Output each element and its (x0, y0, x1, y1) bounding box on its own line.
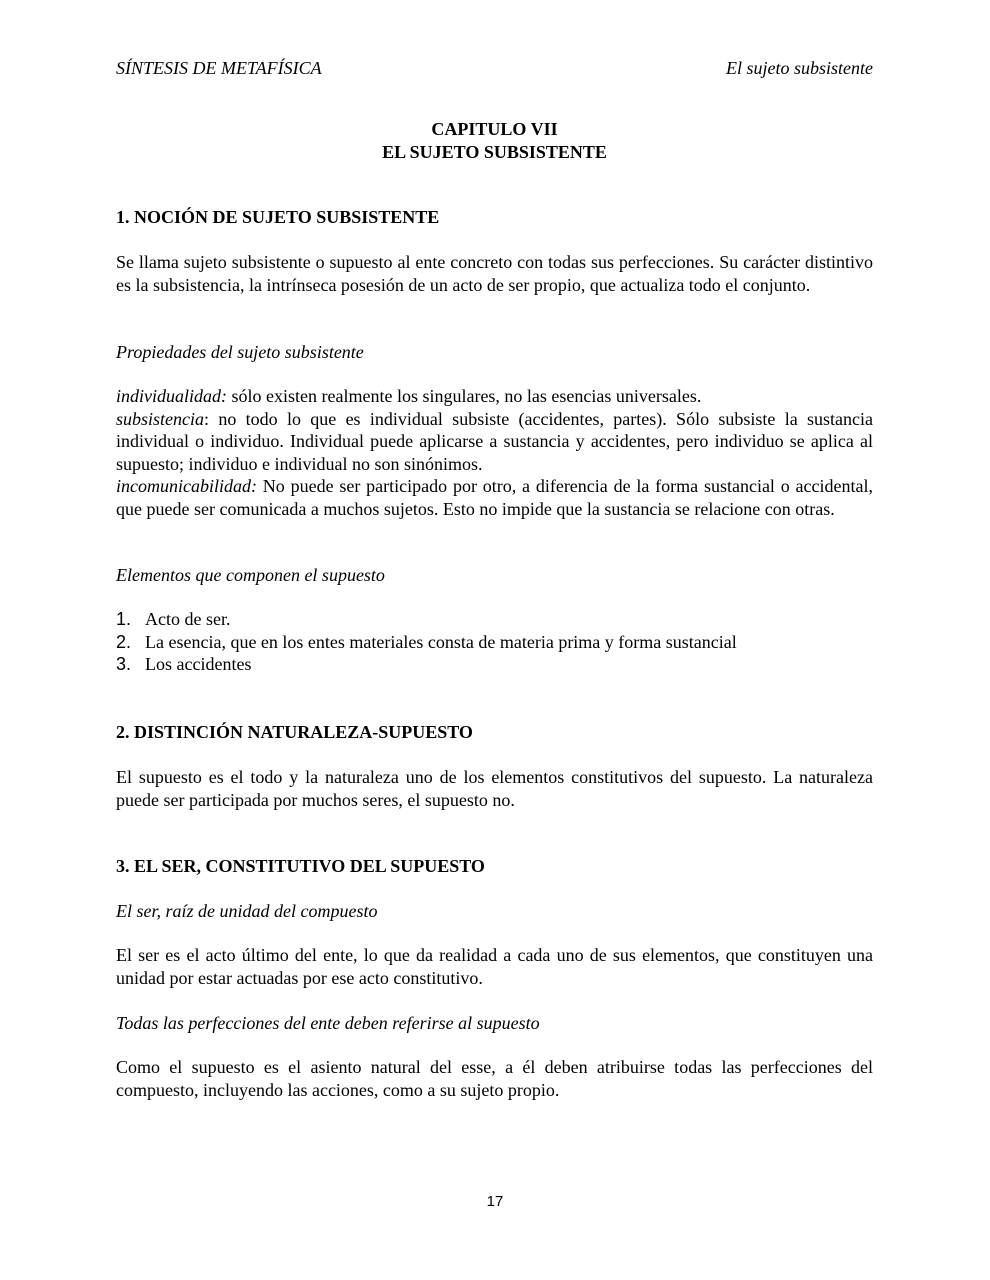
section1-intro: Se llama sujeto subsistente o supuesto al ente concreto con todas sus perfecciones. Su carácter distintivo es la subsistencia, la intrínseca posesión de un acto de ser propio, que actualiza todo el conjunto. (116, 252, 873, 295)
property-term: incomunicabilidad: (116, 476, 257, 496)
section3-sub1-title: El ser, raíz de unidad del compuesto (116, 901, 378, 921)
property-item (116, 408, 873, 476)
list-number: 2. (116, 631, 132, 652)
property-text: sólo existen realmente los singulares, no las esencias universales. (227, 386, 702, 406)
chapter-number: CAPITULO VII (431, 119, 558, 139)
list-text: Los accidentes (145, 654, 252, 674)
page-number: 17 (486, 1193, 504, 1210)
header-book-title: SÍNTESIS DE METAFÍSICA (116, 58, 322, 78)
property-term: subsistencia (116, 408, 204, 429)
list-number: 3. (116, 654, 132, 674)
section3-sub2-title: Todas las perfecciones del ente deben referirse al supuesto (116, 1013, 540, 1033)
header-chapter-title: El sujeto subsistente (726, 58, 873, 78)
chapter-title: EL SUJETO SUBSISTENTE (382, 142, 607, 162)
section3-sub1-text: El ser es el acto último del ente, lo que da realidad a cada uno de sus elementos, que constituyen una unidad por estar actuadas por ese acto constitutivo. (116, 945, 873, 988)
list-item (116, 653, 873, 676)
list-number: 1. (116, 609, 132, 629)
properties-title: Propiedades del sujeto subsistente (116, 342, 364, 362)
list-item (116, 631, 873, 654)
property-item (116, 475, 873, 520)
list-text: La esencia, que en los entes materiales consta de materia prima y forma sustancial (145, 631, 737, 652)
properties-list (116, 385, 873, 520)
elements-list (116, 608, 873, 676)
property-text: No puede ser participado por otro, a diferencia de la forma sustancial o accidental, que puede ser comunicada a muchos sujetos. Esto no impide que la sustancia se relacione con otras. (116, 476, 873, 519)
section1-heading: 1. NOCIÓN DE SUJETO SUBSISTENTE (116, 207, 440, 227)
property-text: : no todo lo que es individual subsiste (accidentes, partes). Sólo subsiste la sustancia individual o individuo. Individual puede aplicarse a sustancia y accidentes, pero individuo se aplica al supuesto; individuo e individual no son sinónimos. (116, 408, 873, 474)
elements-title: Elementos que componen el supuesto (116, 565, 385, 585)
chapter-title-block (116, 118, 873, 164)
property-item (116, 385, 873, 408)
section2-heading: 2. DISTINCIÓN NATURALEZA-SUPUESTO (116, 722, 473, 742)
list-text: Acto de ser. (145, 609, 231, 629)
property-term: individualidad: (116, 386, 227, 406)
list-item (116, 608, 873, 631)
section3-sub2-text: Como el supuesto es el asiento natural del esse, a él deben atribuirse todas las perfecciones del compuesto, incluyendo las acciones, como a su sujeto propio. (116, 1057, 873, 1100)
section2-text: El supuesto es el todo y la naturaleza uno de los elementos constitutivos del supuesto. La naturaleza puede ser participada por muchos seres, el supuesto no. (116, 767, 873, 810)
running-header (116, 58, 873, 79)
section3-heading: 3. EL SER, CONSTITUTIVO DEL SUPUESTO (116, 856, 485, 876)
